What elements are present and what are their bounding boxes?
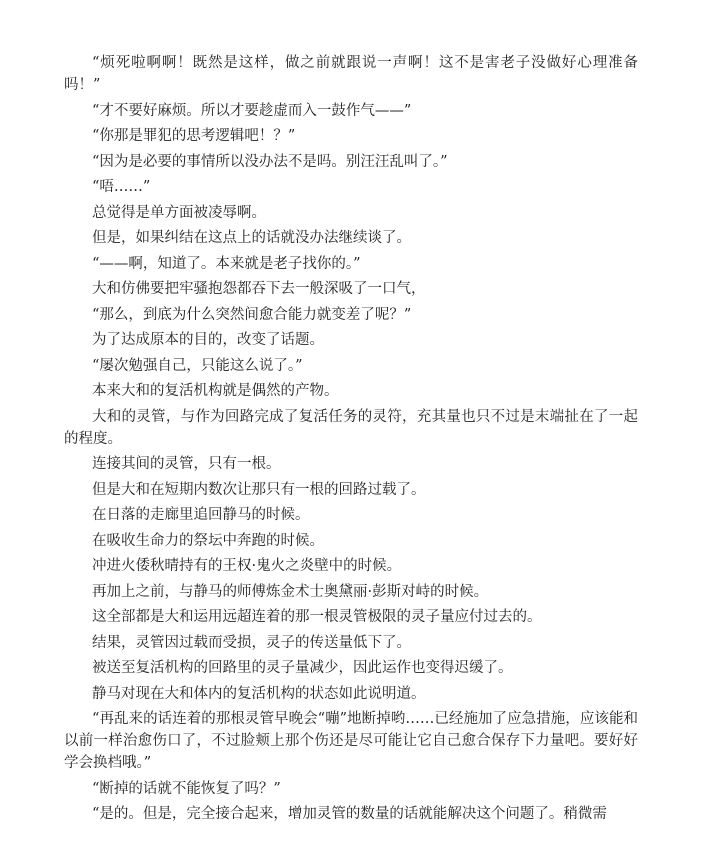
- novel-text-body: [64, 52, 638, 829]
- paragraph: 再加上之前，与静马的师傅炼金术士奥黛丽·彭斯对峙的时候。: [92, 583, 489, 600]
- paragraph: 大和的灵管，与作为回路完成了复活任务的灵符，充其量也只不过是末端扯在了一起的程度。: [64, 408, 638, 447]
- paragraph: “断掉的话就不能恢复了吗？”: [92, 780, 281, 797]
- paragraph: 这全部都是大和运用远超连着的那一根灵管极限的灵子量应付过去的。: [92, 609, 542, 625]
- paragraph: “因为是必要的事情所以没办法不是吗。别汪汪乱叫了。”: [92, 153, 448, 170]
- paragraph: 大和仿佛要把牢骚抱怨都吞下去一般深吸了一口气，: [92, 281, 426, 297]
- paragraph: 连接其间的灵管，只有一根。: [92, 456, 281, 472]
- paragraph: “你那是罪犯的思考逻辑吧！？”: [92, 128, 296, 144]
- paragraph: “是的。但是，完全接合起来，增加灵管的数量的话就能解决这个问题了。稍微需: [92, 806, 607, 822]
- paragraph: “屡次勉强自己，只能这么说了。”: [92, 357, 303, 374]
- paragraph: 在吸收生命力的祭坛中奔跑的时候。: [92, 532, 324, 549]
- paragraph: 总觉得是单方面被凌辱啊。: [92, 204, 266, 221]
- paragraph: 本来大和的复活机构就是偶然的产物。: [92, 383, 339, 399]
- paragraph: “再乱来的话连着的那根灵管早晚会“嘣”地断掉哟……已经施加了应急措施，应该能和以前一样治愈伤口了，不过脸颊上那个伤还是尽可能让它自己愈合保存下力量吧。要好好学会换档哦。”: [64, 711, 638, 771]
- paragraph: 结果，灵管因过载而受损，灵子的传送量低下了。: [92, 634, 411, 651]
- paragraph: “那么，到底为什么突然间愈合能力就变差了呢？”: [92, 306, 412, 323]
- paragraph: 被送至复活机构的回路里的灵子量减少，因此运作也变得迟缓了。: [92, 660, 513, 676]
- paragraph: 在日落的走廊里追回静马的时候。: [92, 507, 310, 523]
- paragraph: 但是，如果纠结在这点上的话就没办法继续谈了。: [92, 230, 411, 246]
- paragraph: “才不要好麻烦。所以才要趁虚而入一鼓作气——”: [92, 102, 412, 119]
- paragraph: 静马对现在大和体内的复活机构的状态如此说明道。: [92, 685, 426, 702]
- paragraph: 但是大和在短期内数次让那只有一根的回路过载了。: [92, 481, 426, 498]
- paragraph: “唔……”: [92, 179, 151, 195]
- paragraph: 冲进火倭秋晴持有的王权·鬼火之炎壁中的时候。: [92, 558, 402, 574]
- paragraph: 为了达成原本的目的，改变了话题。: [92, 332, 324, 348]
- paragraph: “烦死啦啊啊！既然是这样，做之前就跟说一声啊！这不是害老子没做好心理准备吗！”: [64, 55, 638, 93]
- paragraph: “——啊，知道了。本来就是老子找你的。”: [92, 255, 361, 272]
